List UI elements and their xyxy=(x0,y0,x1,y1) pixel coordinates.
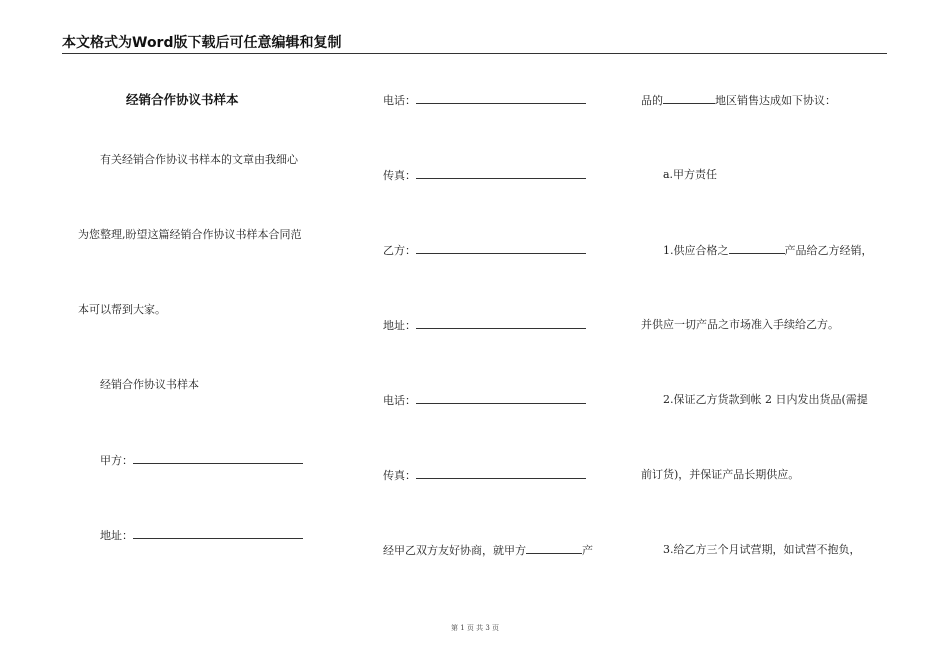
region-blank xyxy=(663,92,715,104)
phone-row-2 xyxy=(383,392,586,409)
item-3-line: 3.给乙方三个月试营期，如试营不抱负， xyxy=(663,543,861,556)
item-1-text-start: 1.供应合格之 xyxy=(663,244,729,257)
phone-blank-1 xyxy=(416,92,586,104)
fax-row-2 xyxy=(383,467,586,484)
party-b-row xyxy=(383,242,586,259)
column-1 xyxy=(78,60,328,620)
region-line xyxy=(641,92,836,109)
item-1-continuation: 并供应一切产品之市场准入手续给乙方。 xyxy=(641,318,839,331)
item-2-line: 2.保证乙方货款到帐 2 日内发出货品(需提 xyxy=(663,393,868,406)
phone-label-2: 电话： xyxy=(383,394,416,407)
item-1-line xyxy=(663,242,873,259)
address-label-b: 地址： xyxy=(383,319,416,332)
party-a-blank xyxy=(133,452,303,464)
address-blank-a xyxy=(133,527,303,539)
column-2 xyxy=(383,60,633,620)
fax-blank-2 xyxy=(416,467,586,479)
agreement-subtitle: 经销合作协议书样本 xyxy=(100,378,199,391)
product-blank xyxy=(526,542,582,554)
phone-blank-2 xyxy=(416,392,586,404)
address-row-b xyxy=(383,317,586,334)
consult-text: 经甲乙双方友好协商，就甲方 xyxy=(383,544,526,557)
duty-a-heading: a.甲方责任 xyxy=(663,168,718,181)
fax-label-2: 传真： xyxy=(383,469,416,482)
intro-line-2: 为您整理,盼望这篇经销合作协议书样本合同范 xyxy=(78,228,302,241)
intro-line-1: 有关经销合作协议书样本的文章由我细心 xyxy=(100,153,298,166)
party-b-label: 乙方： xyxy=(383,244,416,257)
fax-row-1 xyxy=(383,167,586,184)
item-2-continuation: 前订货)，并保证产品长期供应。 xyxy=(641,468,800,481)
intro-line-3: 本可以帮到大家。 xyxy=(78,303,166,316)
region-text-end: 地区销售达成如下协议： xyxy=(715,94,836,107)
item-1-text-end: 产品给乙方经销， xyxy=(784,244,873,257)
address-blank-b xyxy=(416,317,586,329)
phone-row-1 xyxy=(383,92,586,109)
item-1-blank xyxy=(729,242,785,254)
consult-line xyxy=(383,542,593,559)
address-row-a xyxy=(100,527,303,544)
fax-label-1: 传真： xyxy=(383,169,416,182)
document-header: 本文格式为Word版下载后可任意编辑和复制 xyxy=(62,35,342,51)
party-a-row xyxy=(100,452,303,469)
phone-label-1: 电话： xyxy=(383,94,416,107)
consult-text-tail: 产 xyxy=(582,544,593,557)
page-footer: 第 1 页 共 3 页 xyxy=(450,624,500,632)
party-a-label: 甲方： xyxy=(100,454,133,467)
address-label-a: 地址： xyxy=(100,529,133,542)
header-divider xyxy=(62,53,887,54)
column-3 xyxy=(641,60,891,620)
fax-blank-1 xyxy=(416,167,586,179)
document-title: 经销合作协议书样本 xyxy=(126,92,239,107)
region-text-start: 品的 xyxy=(641,94,663,107)
party-b-blank xyxy=(416,242,586,254)
